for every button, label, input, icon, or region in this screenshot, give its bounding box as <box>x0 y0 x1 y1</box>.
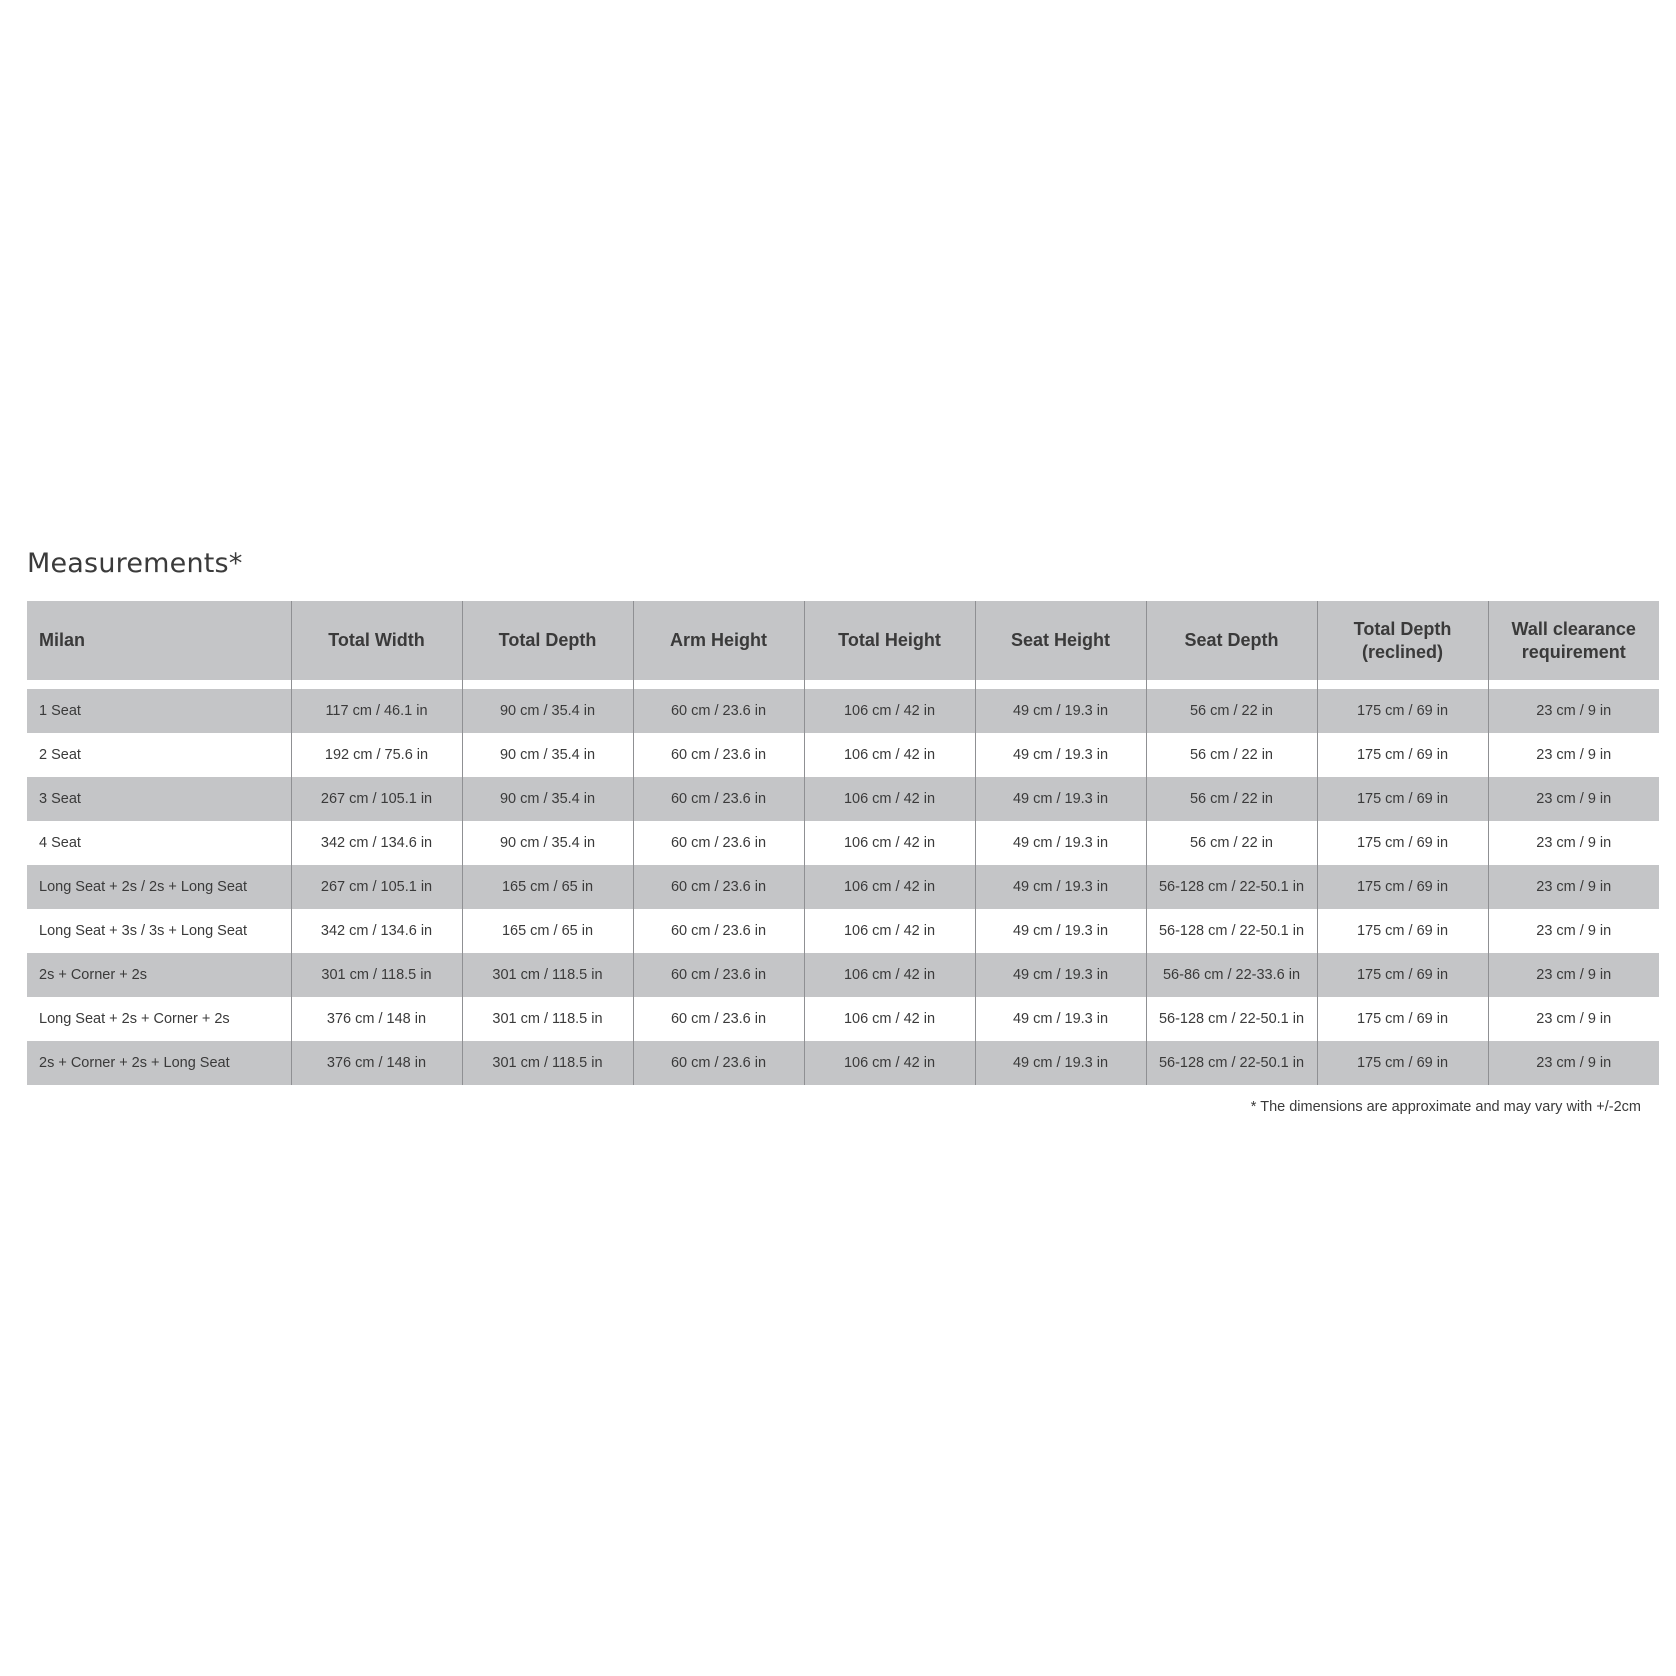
column-header: Wall clearance requirement <box>1488 601 1659 680</box>
column-header: Seat Height <box>975 601 1146 680</box>
table-cell: 175 cm / 69 in <box>1317 777 1488 821</box>
table-cell: 175 cm / 69 in <box>1317 953 1488 997</box>
table-row <box>27 909 1659 953</box>
table-cell: 23 cm / 9 in <box>1488 997 1659 1041</box>
row-label: Long Seat + 3s / 3s + Long Seat <box>27 909 291 953</box>
table-cell: 175 cm / 69 in <box>1317 689 1488 733</box>
table-cell: 175 cm / 69 in <box>1317 997 1488 1041</box>
table-row <box>27 865 1659 909</box>
table-row <box>27 821 1659 865</box>
table-cell: 175 cm / 69 in <box>1317 909 1488 953</box>
table-cell: 49 cm / 19.3 in <box>975 733 1146 777</box>
table-cell: 165 cm / 65 in <box>462 909 633 953</box>
table-cell: 56 cm / 22 in <box>1146 821 1317 865</box>
measurements-section <box>27 545 1659 1115</box>
table-cell: 49 cm / 19.3 in <box>975 1041 1146 1085</box>
table-cell: 90 cm / 35.4 in <box>462 777 633 821</box>
table-cell: 106 cm / 42 in <box>804 777 975 821</box>
table-cell: 301 cm / 118.5 in <box>462 1041 633 1085</box>
table-cell: 60 cm / 23.6 in <box>633 909 804 953</box>
table-cell: 90 cm / 35.4 in <box>462 821 633 865</box>
table-cell: 23 cm / 9 in <box>1488 909 1659 953</box>
table-cell: 301 cm / 118.5 in <box>291 953 462 997</box>
table-cell: 60 cm / 23.6 in <box>633 997 804 1041</box>
table-cell: 175 cm / 69 in <box>1317 1041 1488 1085</box>
table-cell: 60 cm / 23.6 in <box>633 733 804 777</box>
column-header: Total Width <box>291 601 462 680</box>
table-cell: 56-128 cm / 22-50.1 in <box>1146 1041 1317 1085</box>
table-cell: 106 cm / 42 in <box>804 1041 975 1085</box>
table-cell: 23 cm / 9 in <box>1488 777 1659 821</box>
table-cell: 60 cm / 23.6 in <box>633 821 804 865</box>
table-cell: 106 cm / 42 in <box>804 953 975 997</box>
table-row <box>27 1041 1659 1085</box>
table-cell: 165 cm / 65 in <box>462 865 633 909</box>
table-cell: 49 cm / 19.3 in <box>975 909 1146 953</box>
table-cell: 49 cm / 19.3 in <box>975 865 1146 909</box>
table-row <box>27 733 1659 777</box>
table-cell: 56-128 cm / 22-50.1 in <box>1146 909 1317 953</box>
table-cell: 56-128 cm / 22-50.1 in <box>1146 865 1317 909</box>
column-header: Seat Depth <box>1146 601 1317 680</box>
table-cell: 90 cm / 35.4 in <box>462 689 633 733</box>
table-cell: 23 cm / 9 in <box>1488 733 1659 777</box>
header-spacer <box>27 680 1659 689</box>
table-cell: 56-128 cm / 22-50.1 in <box>1146 997 1317 1041</box>
row-label: 1 Seat <box>27 689 291 733</box>
row-label: 2 Seat <box>27 733 291 777</box>
footnote: * The dimensions are approximate and may vary with +/-2cm <box>1250 1099 1641 1115</box>
table-cell: 106 cm / 42 in <box>804 689 975 733</box>
table-cell: 60 cm / 23.6 in <box>633 865 804 909</box>
table-cell: 175 cm / 69 in <box>1317 865 1488 909</box>
table-cell: 376 cm / 148 in <box>291 997 462 1041</box>
table-cell: 23 cm / 9 in <box>1488 865 1659 909</box>
table-row <box>27 689 1659 733</box>
row-label: Long Seat + 2s + Corner + 2s <box>27 997 291 1041</box>
table-row <box>27 953 1659 997</box>
table-cell: 23 cm / 9 in <box>1488 821 1659 865</box>
header-row <box>27 601 1659 680</box>
table-cell: 192 cm / 75.6 in <box>291 733 462 777</box>
column-header-product: Milan <box>27 601 291 680</box>
row-label: 4 Seat <box>27 821 291 865</box>
table-cell: 106 cm / 42 in <box>804 733 975 777</box>
column-header: Arm Height <box>633 601 804 680</box>
table-cell: 301 cm / 118.5 in <box>462 997 633 1041</box>
column-header: Total Depth (reclined) <box>1317 601 1488 680</box>
table-cell: 23 cm / 9 in <box>1488 1041 1659 1085</box>
table-cell: 267 cm / 105.1 in <box>291 865 462 909</box>
column-header: Total Depth <box>462 601 633 680</box>
table-cell: 56 cm / 22 in <box>1146 733 1317 777</box>
table-cell: 49 cm / 19.3 in <box>975 997 1146 1041</box>
table-cell: 106 cm / 42 in <box>804 821 975 865</box>
table-row <box>27 777 1659 821</box>
table-cell: 267 cm / 105.1 in <box>291 777 462 821</box>
table-cell: 60 cm / 23.6 in <box>633 953 804 997</box>
table-cell: 49 cm / 19.3 in <box>975 821 1146 865</box>
row-label: 2s + Corner + 2s + Long Seat <box>27 1041 291 1085</box>
table-cell: 60 cm / 23.6 in <box>633 1041 804 1085</box>
table-cell: 56 cm / 22 in <box>1146 777 1317 821</box>
table-cell: 106 cm / 42 in <box>804 997 975 1041</box>
table-cell: 23 cm / 9 in <box>1488 953 1659 997</box>
page-title: Measurements* <box>27 548 243 579</box>
column-header: Total Height <box>804 601 975 680</box>
row-label: 3 Seat <box>27 777 291 821</box>
table-cell: 175 cm / 69 in <box>1317 821 1488 865</box>
row-label: Long Seat + 2s / 2s + Long Seat <box>27 865 291 909</box>
table-cell: 56-86 cm / 22-33.6 in <box>1146 953 1317 997</box>
table-header <box>27 601 1659 689</box>
table-cell: 376 cm / 148 in <box>291 1041 462 1085</box>
table-cell: 56 cm / 22 in <box>1146 689 1317 733</box>
table-cell: 106 cm / 42 in <box>804 865 975 909</box>
row-label: 2s + Corner + 2s <box>27 953 291 997</box>
table-cell: 342 cm / 134.6 in <box>291 909 462 953</box>
table-cell: 60 cm / 23.6 in <box>633 777 804 821</box>
table-cell: 106 cm / 42 in <box>804 909 975 953</box>
measurements-table <box>27 601 1659 1085</box>
table-cell: 49 cm / 19.3 in <box>975 689 1146 733</box>
table-row <box>27 997 1659 1041</box>
table-cell: 23 cm / 9 in <box>1488 689 1659 733</box>
table-body <box>27 689 1659 1085</box>
table-cell: 90 cm / 35.4 in <box>462 733 633 777</box>
table-cell: 342 cm / 134.6 in <box>291 821 462 865</box>
table-cell: 49 cm / 19.3 in <box>975 777 1146 821</box>
table-cell: 49 cm / 19.3 in <box>975 953 1146 997</box>
table-cell: 175 cm / 69 in <box>1317 733 1488 777</box>
table-cell: 117 cm / 46.1 in <box>291 689 462 733</box>
table-cell: 301 cm / 118.5 in <box>462 953 633 997</box>
table-cell: 60 cm / 23.6 in <box>633 689 804 733</box>
